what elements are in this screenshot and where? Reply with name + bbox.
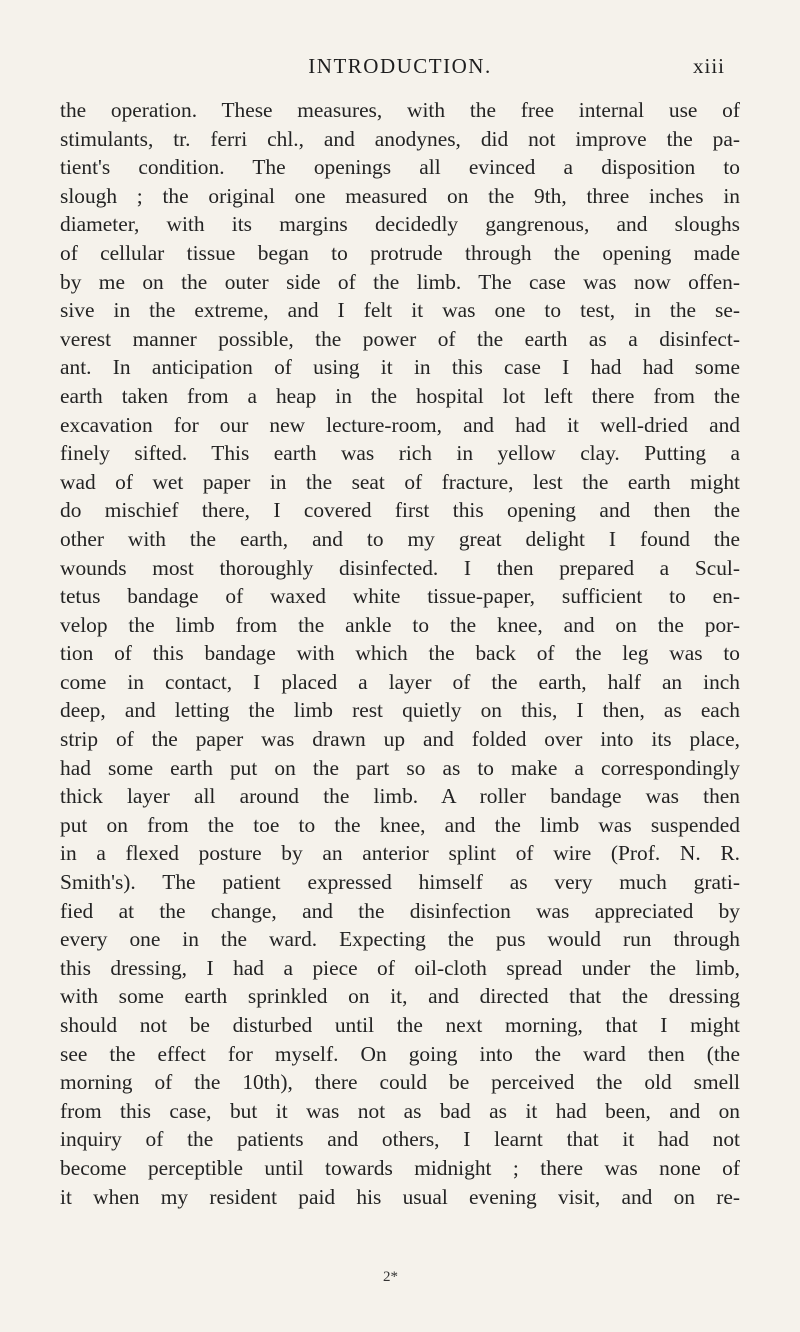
text-line: stimulants, tr. ferri chl., and anodynes, did not improve the pa- (60, 126, 740, 151)
text-line: tient's condition. The openings all evinced a disposition to (60, 155, 740, 180)
text-line: by me on the outer side of the limb. The case was now offen- (60, 269, 740, 294)
text-line: sive in the extreme, and I felt it was one to test, in the se- (60, 298, 740, 323)
body-text (60, 96, 740, 1211)
text-line: do mischief there, I covered first this opening and then the (60, 498, 740, 523)
page-header (75, 54, 725, 84)
text-line: put on from the toe to the knee, and the limb was suspended (60, 812, 740, 837)
text-line: wad of wet paper in the seat of fracture, lest the earth might (60, 469, 740, 494)
signature-mark: 2* (383, 1269, 398, 1285)
text-line: see the effect for myself. On going into the ward then (the (60, 1041, 740, 1066)
running-head: INTRODUCTION. (308, 54, 492, 78)
text-line: diameter, with its margins decidedly gangrenous, and sloughs (60, 212, 740, 237)
text-line: tion of this bandage with which the back of the leg was to (60, 641, 740, 666)
text-line: this dressing, I had a piece of oil-cloth spread under the limb, (60, 955, 740, 980)
text-line: velop the limb from the ankle to the knee, and on the por- (60, 612, 740, 637)
text-line: fied at the change, and the disinfection was appreciated by (60, 898, 740, 923)
text-line: in a flexed posture by an anterior splint of wire (Prof. N. R. (60, 841, 740, 866)
text-line: excavation for our new lecture-room, and had it well-dried and (60, 412, 740, 437)
text-line: strip of the paper was drawn up and folded over into its place, (60, 727, 740, 752)
text-line: deep, and letting the limb rest quietly on this, I then, as each (60, 698, 740, 723)
text-line: had some earth put on the part so as to make a correspondingly (60, 755, 740, 780)
page-number: xiii (692, 54, 725, 78)
text-line: from this case, but it was not as bad as it had been, and on (60, 1098, 740, 1123)
text-line: come in contact, I placed a layer of the earth, half an inch (60, 669, 740, 694)
text-line: every one in the ward. Expecting the pus would run through (60, 927, 740, 952)
text-line: the operation. These measures, with the free internal use of (60, 98, 740, 122)
text-line: tetus bandage of waxed white tissue-paper, sufficient to en- (60, 584, 740, 609)
text-line: of cellular tissue began to protrude through the opening made (60, 240, 740, 265)
text-line: morning of the 10th), there could be perceived the old smell (60, 1070, 740, 1095)
text-line: it when my resident paid his usual evening visit, and on re- (60, 1184, 740, 1209)
text-line: with some earth sprinkled on it, and directed that the dressing (60, 984, 740, 1009)
text-line: inquiry of the patients and others, I learnt that it had not (60, 1127, 740, 1152)
text-line: wounds most thoroughly disinfected. I then prepared a Scul- (60, 555, 740, 580)
text-line: verest manner possible, the power of the earth as a disinfect- (60, 326, 740, 351)
text-line: finely sifted. This earth was rich in yellow clay. Putting a (60, 441, 740, 466)
text-line: thick layer all around the limb. A roller bandage was then (60, 784, 740, 809)
text-line: become perceptible until towards midnight ; there was none of (60, 1155, 740, 1180)
text-line: Smith's). The patient expressed himself as very much grati- (60, 870, 740, 895)
text-line: ant. In anticipation of using it in this case I had had some (60, 355, 740, 380)
text-line: should not be disturbed until the next morning, that I might (60, 1013, 740, 1037)
text-line: other with the earth, and to my great delight I found the (60, 526, 740, 551)
text-line: earth taken from a heap in the hospital lot left there from the (60, 383, 740, 408)
text-line: slough ; the original one measured on the 9th, three inches in (60, 183, 740, 208)
